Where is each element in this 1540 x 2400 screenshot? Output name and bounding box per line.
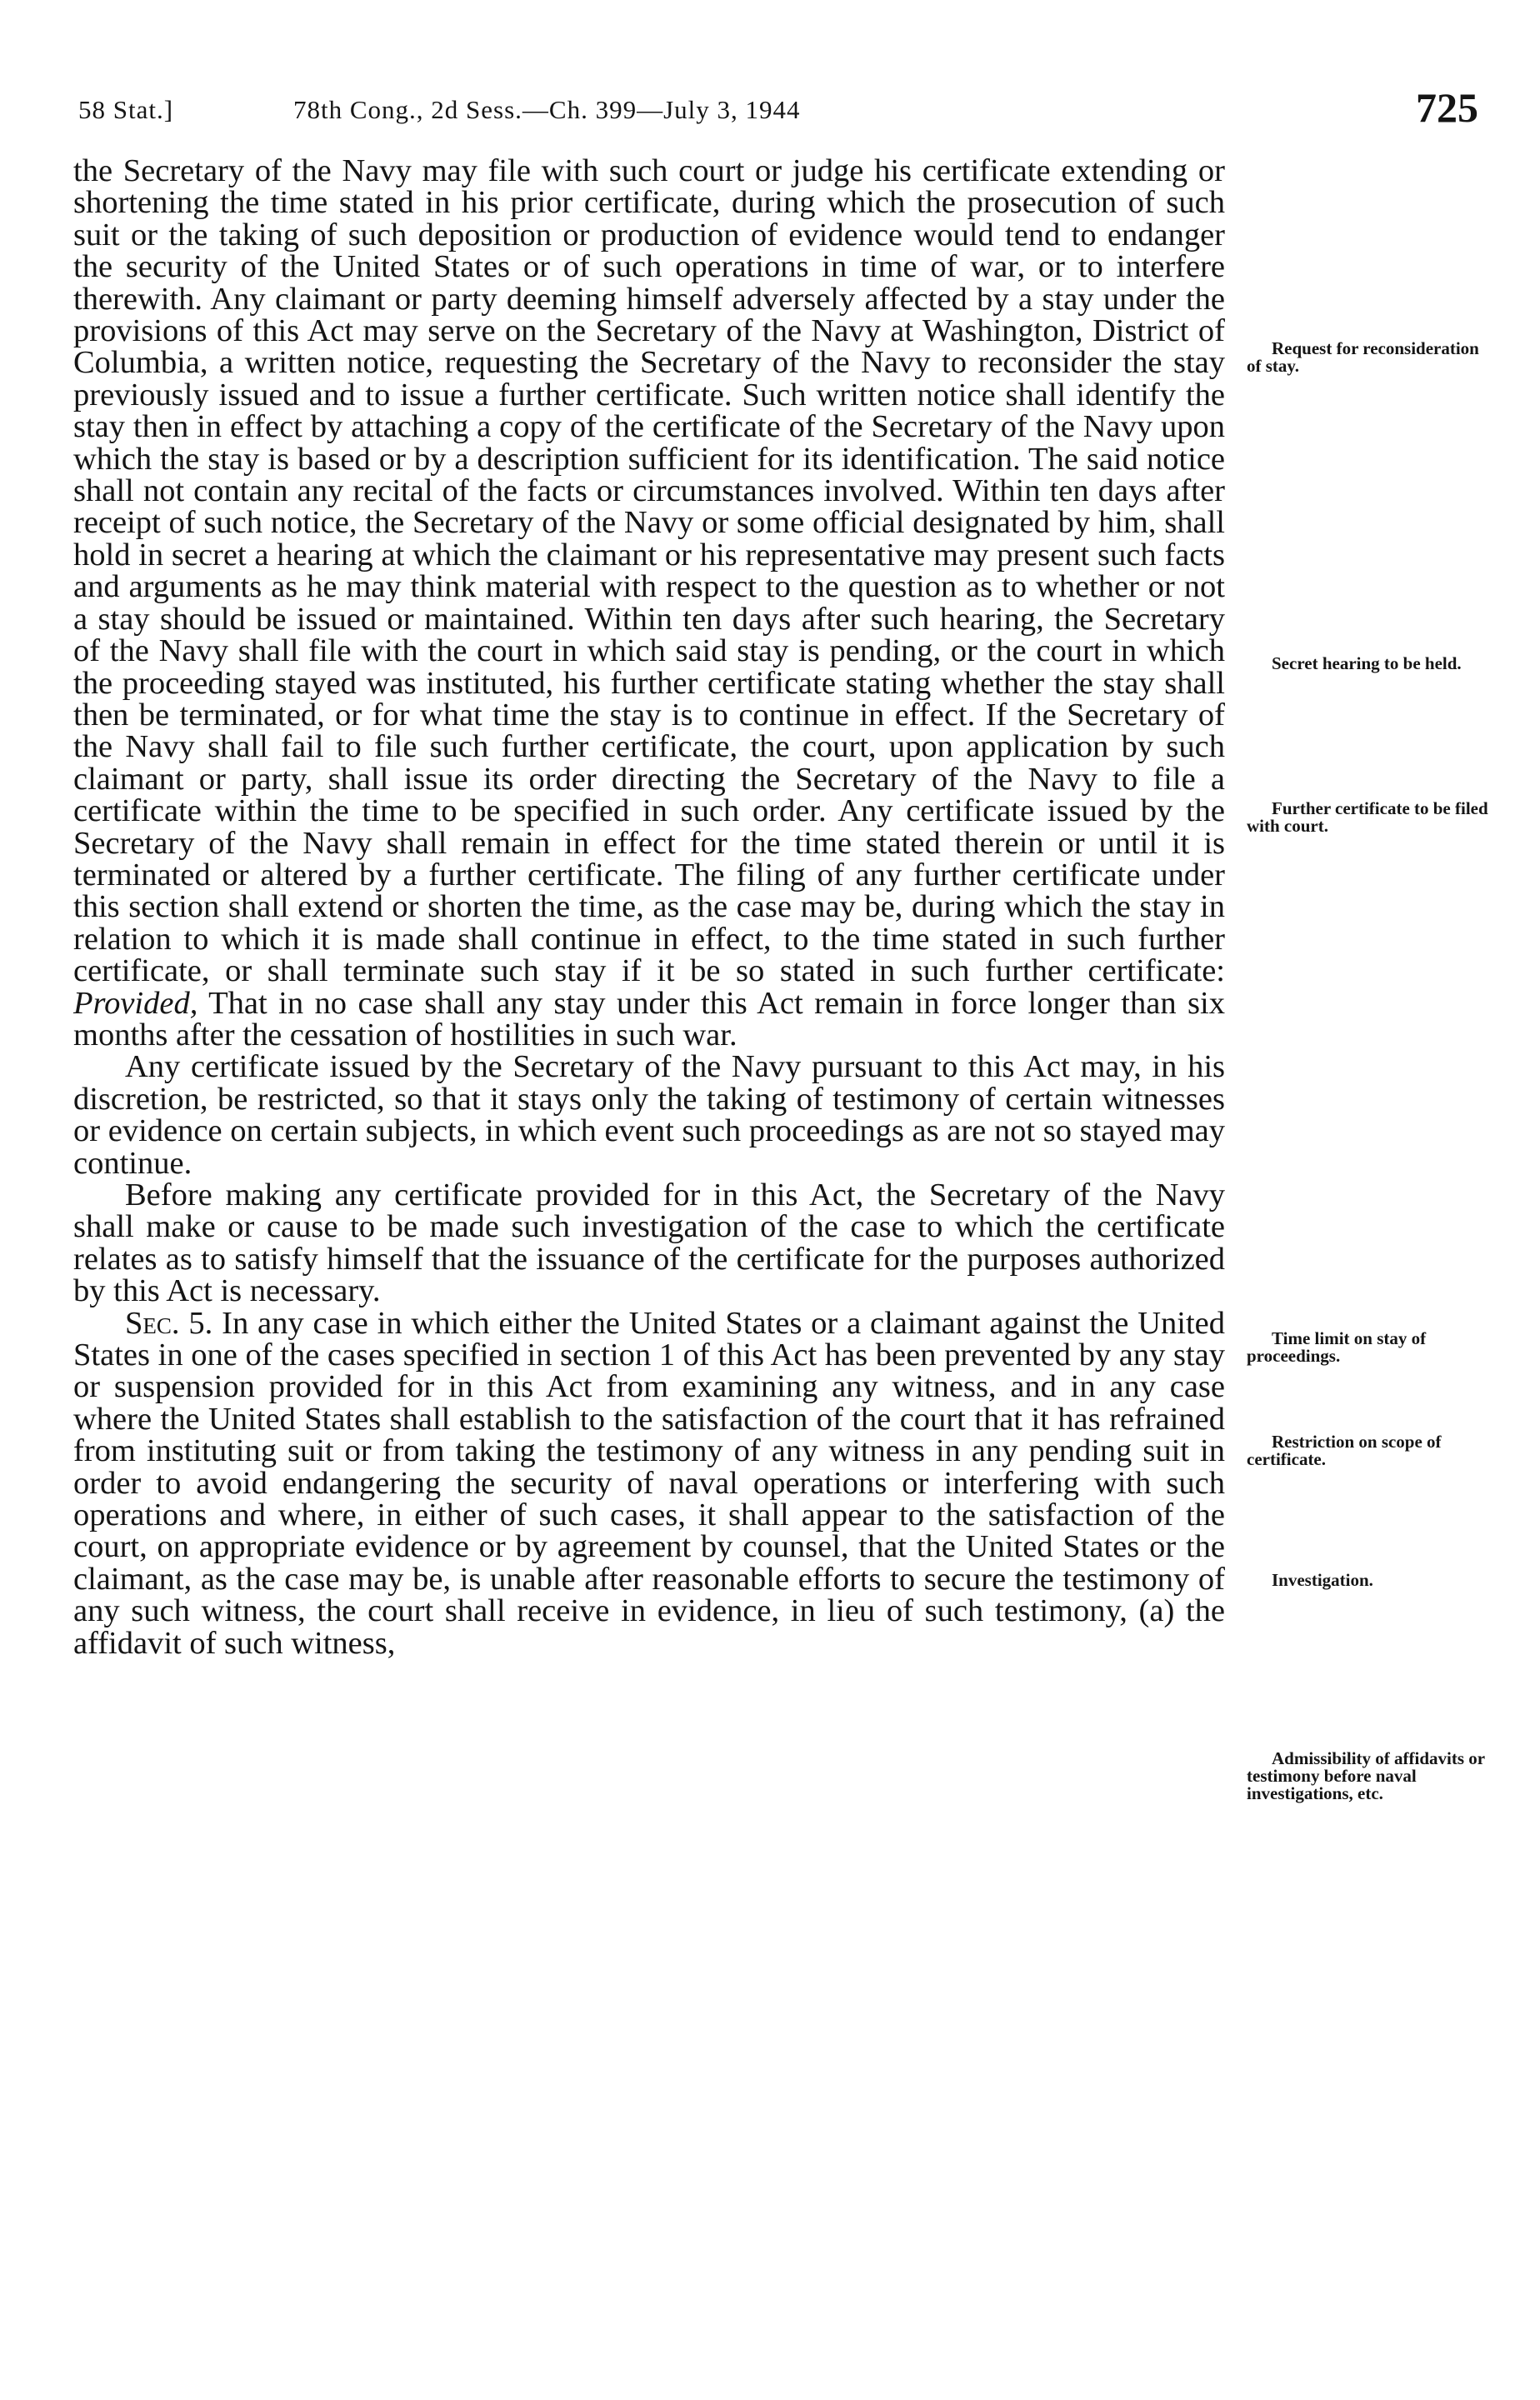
section-5-text: 5. In any case in which either the United States or a claimant against the United States in one of the cases specified in section 1 of this Act has been prevented by any stay or suspension provided for in this Act from examining any witness, and in any case where the United States shall establish to the satisfaction of the court that it has refrained from instituting suit or from taking the testimony of any witness in any pending suit in order to avoid endangering the security of naval operations or interfering with such operations and where, in either of such cases, it shall appear to the satisfaction of the court, on appropriate evidence or by agreement by counsel, that the United States or the claimant, as the case may be, is unable after reasonable efforts to secure the testimony of any such witness, the court shall receive in evidence, in lieu of such testimony, (a) the affidavit of such witness, <box>73 1305 1225 1661</box>
section-label: Sec. <box>125 1305 180 1341</box>
paragraph-restriction: Any certificate issued by the Secretary of the Navy pursuant to this Act may, in his discretion, be restricted, so that it stays only the taking of testimony of certain witnesses or evidence on certain subjects, in which event such proceedings as are not so stayed may continue. <box>73 1049 1225 1181</box>
marginal-note-time-limit: Time limit on stay of proceedings. <box>1247 1328 1427 1366</box>
session-chapter-date: 78th Cong., 2d Sess.—Ch. 399—July 3, 1944 <box>293 95 801 124</box>
paragraph-text: the Secretary of the Navy may file with such court or judge his certificate extending or shortening the time stated in his prior certificate, during which the prosecution of such suit or the taking of such deposition or production of evidence would tend to endanger the security of the United States or of such operations in time of war, or to interfere therewith. Any claimant or party deeming himself adversely affected by a stay under the provisions of this Act may serve on the Secretary of the Navy at Washington, District of Columbia, a written notice, requesting the Secretary of the Navy to reconsider the stay previously issued and to issue a further certificate. Such written notice shall identify the stay then in effect by attaching a copy of the certificate of the Secretary of the Navy upon which the stay is based or by a description sufficient for its identification. The said notice shall not contain any recital of the facts or circumstances involved. Within ten days after receipt of such notice, the Secretary of the Navy or some official designated by him, shall hold in secret a hearing at which the claimant or his representative may present such facts and arguments as he may think material with respect to the question as to whether or not a stay should be issued or maintained. Within ten days after such hearing, the Secretary of the Navy shall file with the court in which said stay is pending, or the court in which the proceeding stayed was instituted, his further certificate stating whether the stay shall then be terminated, or for what time the stay is to continue in effect. If the Secretary of the Navy shall fail to file such further certificate, the court, upon application by such claimant or party, shall issue its order directing the Secretary of the Navy to file a certificate within the time to be specified in such order. Any certificate issued by the Secretary of the Navy shall remain in effect for the time stated therein or until it is terminated or altered by a further certificate. The filing of any further certificate under this section shall extend or shorten the time, as the case may be, during which the stay in relation to which it is made shall continue in effect, to the time stated in such further certificate, or shall terminate such stay if it be so stated in such further certificate: <box>73 153 1225 989</box>
paragraph-continuation <box>73 155 1225 1051</box>
page-number: 725 <box>1416 84 1478 131</box>
main-text <box>73 155 1225 1659</box>
marginal-note-request-reconsideration: Request for reconsideration of stay. <box>1247 338 1479 376</box>
marginal-note-secret-hearing: Secret hearing to be held. <box>1272 653 1462 673</box>
paragraph-investigation: Before making any certificate provided for in this Act, the Secretary of the Navy shall make or cause to be made such investigation of the case to which the certificate relates as to satisfy himself that the issuance of the certificate for the purposes authorized by this Act is necessary. <box>73 1178 1225 1309</box>
proviso-label: Provided, <box>73 985 198 1021</box>
marginal-note-further-certificate: Further certificate to be filed with court. <box>1247 798 1488 836</box>
marginal-note-restriction-scope: Restriction on scope of certificate. <box>1247 1432 1442 1469</box>
marginal-note-admissibility: Admissibility of affidavits or testimony before naval investigations, etc. <box>1247 1748 1485 1803</box>
volume-reference: 58 Stat.] <box>78 95 174 124</box>
proviso-text: That in no case shall any stay under this Act remain in force longer than six months after the cessation of hostilities in such war. <box>73 985 1225 1052</box>
marginal-note-investigation: Investigation. <box>1272 1570 1373 1590</box>
running-header <box>78 83 1478 133</box>
paragraph-section-5 <box>73 1305 1225 1661</box>
